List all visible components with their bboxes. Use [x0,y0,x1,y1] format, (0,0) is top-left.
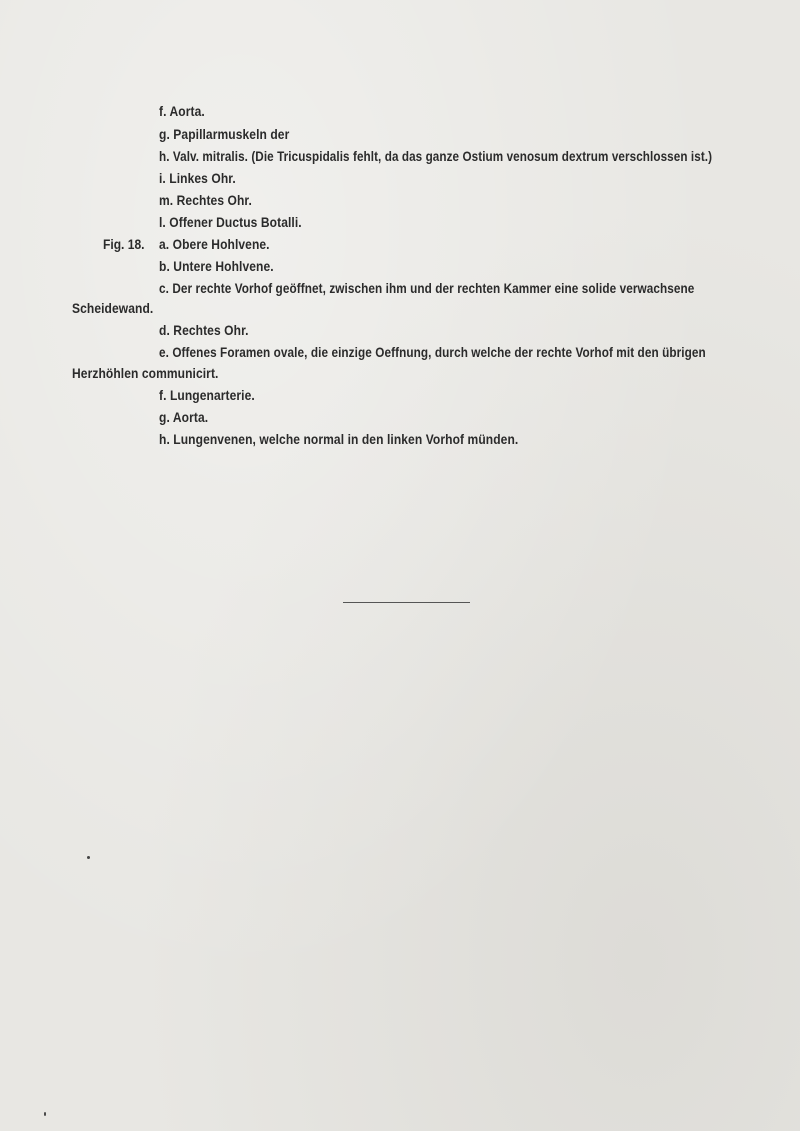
paper-speck [44,1112,46,1116]
legend-line-h-valv-mitralis: h. Valv. mitralis. (Die Tricuspidalis fehlt, da das ganze Ostium venosum dextrum verschlossen ist.) [159,148,713,164]
legend-line-h-lungenvenen: h. Lungenvenen, welche normal in den linken Vorhof münden. [159,431,519,447]
paper-speck [87,856,90,859]
legend-line-c-rechter-vorhof: c. Der rechte Vorhof geöffnet, zwischen ihm und der rechten Kammer eine solide verwachsene [159,280,695,296]
legend-line-g-papillarmuskeln: g. Papillarmuskeln der [159,126,290,142]
legend-line-f-aorta: f. Aorta. [159,103,205,119]
legend-line-m-rechtes-ohr: m. Rechtes Ohr. [159,192,252,208]
legend-line-e-foramen-ovale: e. Offenes Foramen ovale, die einzige Oeffnung, durch welche der rechte Vorhof mit den übrigen [159,344,706,360]
legend-line-c-continuation: Scheidewand. [72,300,154,316]
figure-label: Fig. 18. [103,236,145,252]
legend-line-b-untere-hohlvene: b. Untere Hohlvene. [159,258,274,274]
legend-line-d-rechtes-ohr: d. Rechtes Ohr. [159,322,249,338]
legend-line-f-lungenarterie: f. Lungenarterie. [159,387,255,403]
section-divider [343,602,470,603]
legend-line-a-obere-hohlvene: a. Obere Hohlvene. [159,236,270,252]
legend-line-e-continuation: Herzhöhlen communicirt. [72,365,219,381]
legend-line-i-linkes-ohr: i. Linkes Ohr. [159,170,236,186]
legend-line-g-aorta: g. Aorta. [159,409,209,425]
legend-line-l-ductus-botalli: l. Offener Ductus Botalli. [159,214,302,230]
